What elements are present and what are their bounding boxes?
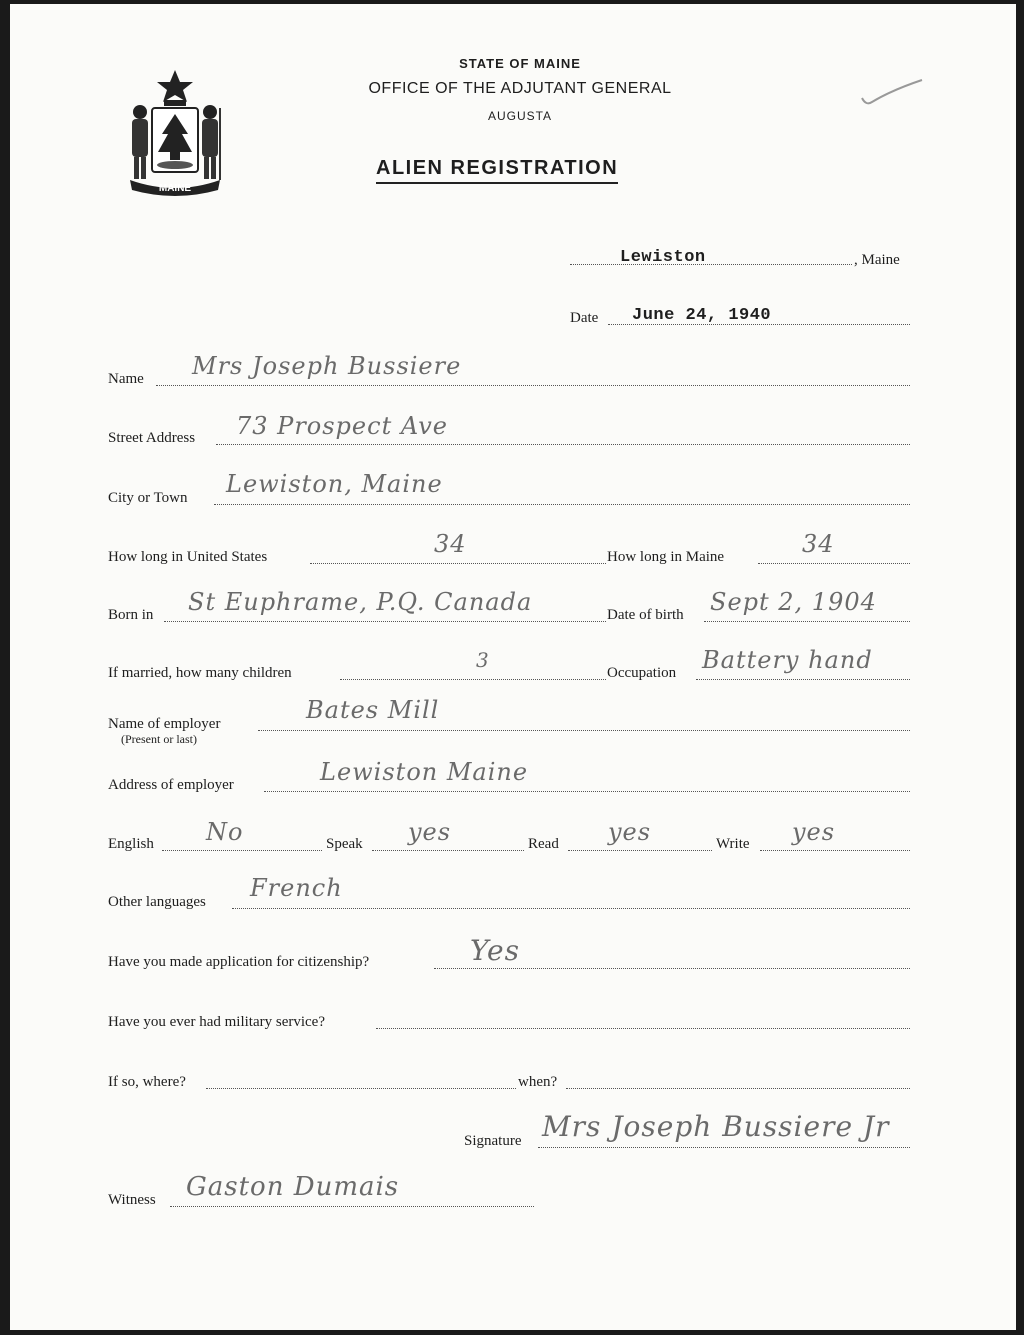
us-duration-line [310,563,606,564]
military-label: Have you ever had military service? [108,1014,325,1030]
other-languages-label: Other languages [108,894,206,910]
occupation-line [696,679,910,680]
children-value: 3 [476,648,490,672]
dob-line [704,621,910,622]
form-title: ALIEN REGISTRATION [376,157,618,184]
write-line [760,850,910,851]
employer-address-value: Lewiston Maine [320,758,529,786]
checkmark-icon [858,76,928,112]
read-line [568,850,712,851]
english-value: No [206,818,244,846]
date-label: Date [570,310,599,326]
maine-duration-label: How long in Maine [607,549,725,565]
state-heading: STATE OF MAINE [459,56,581,71]
when-line [566,1088,910,1089]
employer-line [258,730,910,731]
form-page [10,4,1016,1330]
witness-line [170,1206,534,1207]
witness-label: Witness [108,1192,156,1208]
svg-text:MAINE: MAINE [158,183,192,194]
employer-sublabel: (Present or last) [121,732,197,746]
maine-duration-value: 34 [802,530,835,558]
us-duration-value: 34 [434,530,467,558]
born-in-label: Born in [108,607,154,623]
read-value: yes [608,818,652,846]
name-label: Name [108,371,144,387]
city-value: Lewiston, Maine [226,470,443,498]
office-heading: OFFICE OF THE ADJUTANT GENERAL [368,80,672,97]
date-value: June 24, 1940 [632,306,772,325]
write-label: Write [716,836,750,852]
place-value: Lewiston [620,248,706,267]
other-languages-value: French [250,874,343,902]
military-line [376,1028,910,1029]
name-line [156,385,910,386]
speak-line [372,850,524,851]
maine-duration-line [758,563,910,564]
maine-state-seal-icon [120,68,230,198]
place-line [570,264,852,265]
citizenship-value: Yes [470,934,520,967]
children-label: If married, how many children [108,665,292,681]
us-duration-label: How long in United States [108,549,268,565]
occupation-value: Battery hand [702,646,873,674]
signature-line [538,1147,910,1148]
employer-address-line [264,791,910,792]
read-label: Read [528,836,559,852]
english-label: English [108,836,154,852]
city-line [214,504,910,505]
witness-value: Gaston Dumais [186,1172,400,1202]
speak-label: Speak [326,836,363,852]
born-in-line [164,621,606,622]
name-value: Mrs Joseph Bussiere [192,352,462,380]
when-label: when? [518,1074,558,1090]
write-value: yes [792,818,836,846]
dob-label: Date of birth [607,607,684,623]
street-label: Street Address [108,430,196,446]
other-languages-line [232,908,910,909]
where-line [206,1088,516,1089]
citizenship-line [434,968,910,969]
speak-value: yes [408,818,452,846]
city-heading: AUGUSTA [487,109,553,123]
dob-value: Sept 2, 1904 [710,588,877,616]
city-label: City or Town [108,490,188,506]
born-in-value: St Euphrame, P.Q. Canada [188,588,533,616]
children-line [340,679,606,680]
english-line [162,850,322,851]
employer-address-label: Address of employer [108,777,234,793]
occupation-label: Occupation [607,665,677,681]
employer-value: Bates Mill [306,696,440,724]
where-label: If so, where? [108,1074,186,1090]
signature-label: Signature [464,1133,522,1149]
signature-value: Mrs Joseph Bussiere Jr [542,1110,890,1143]
street-value: 73 Prospect Ave [236,412,448,440]
employer-label: Name of employer [108,716,221,732]
street-line [216,444,910,445]
citizenship-label: Have you made application for citizenship? [108,954,370,970]
place-suffix: , Maine [854,252,900,268]
